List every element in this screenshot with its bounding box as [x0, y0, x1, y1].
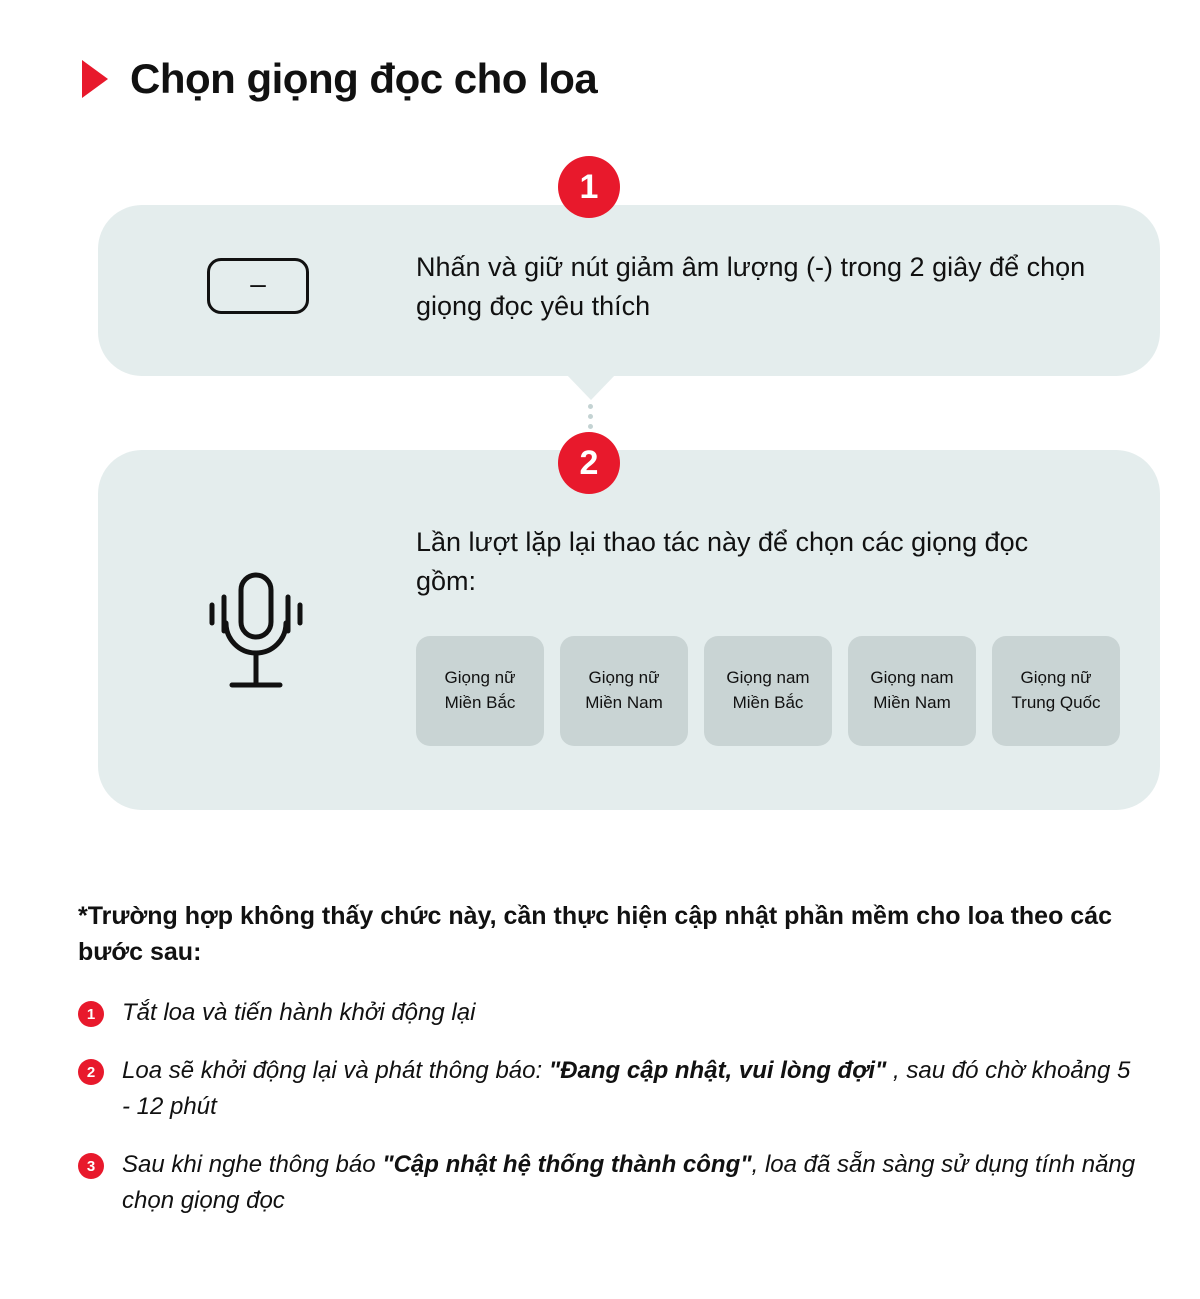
list-item-number: 2 — [78, 1059, 104, 1085]
list-item — [78, 1053, 1138, 1125]
step-1-text: Nhấn và giữ nút giảm âm lượng (-) trong 2 giây để chọn giọng đọc yêu thích — [416, 252, 1086, 322]
step-1-badge: 1 — [558, 156, 620, 218]
list-item-text: Sau khi nghe thông báo "Cập nhật hệ thống thành công", loa đã sẵn sàng sử dụng tính năng chọn giọng đọc — [122, 1151, 1136, 1214]
page-title — [78, 56, 597, 102]
voice-option-line1: Giọng nữ — [444, 668, 516, 688]
volume-down-key-icon — [207, 258, 309, 314]
step-2-text: Lần lượt lặp lại thao tác này để chọn các giọng đọc gồm: — [416, 527, 1029, 597]
voice-option-chip — [416, 636, 544, 746]
voice-option-list — [416, 636, 1120, 746]
voice-option-line1: Giọng nam — [870, 668, 954, 688]
chevron-right-icon — [78, 56, 112, 102]
voice-option-line1: Giọng nữ — [1020, 668, 1092, 688]
list-item — [78, 995, 1138, 1031]
voice-option-line2: Miền Nam — [585, 693, 663, 712]
footnote: *Trường hợp không thấy chức này, cần thực hiện cập nhật phần mềm cho loa theo các bước sau: — [78, 902, 1113, 967]
list-item-number: 3 — [78, 1153, 104, 1179]
voice-option-chip — [560, 636, 688, 746]
voice-option-chip — [704, 636, 832, 746]
voice-option-chip — [848, 636, 976, 746]
voice-option-line2: Trung Quốc — [1011, 693, 1101, 712]
voice-option-line2: Miền Nam — [873, 693, 951, 712]
list-item-text: Loa sẽ khởi động lại và phát thông báo: "Đang cập nhật, vui lòng đợi" , sau đó chờ khoảng 5 - 12 phút — [122, 1057, 1131, 1120]
list-item-number: 1 — [78, 1001, 104, 1027]
voice-option-line2: Miền Bắc — [732, 693, 804, 712]
voice-option-line2: Miền Bắc — [444, 693, 516, 712]
step-2-badge: 2 — [558, 432, 620, 494]
list-item — [78, 1147, 1138, 1219]
voice-option-line1: Giọng nữ — [588, 668, 660, 688]
panel-connector-notch — [566, 374, 616, 402]
voice-option-chip — [992, 636, 1120, 746]
volume-down-key-label: – — [250, 268, 266, 299]
voice-option-line1: Giọng nam — [726, 668, 810, 688]
connector-dots — [583, 404, 597, 429]
page-title-text: Chọn giọng đọc cho loa — [130, 55, 598, 102]
update-steps-list — [78, 995, 1138, 1241]
microphone-icon — [196, 565, 316, 705]
list-item-text: Tắt loa và tiến hành khởi động lại — [122, 999, 476, 1026]
